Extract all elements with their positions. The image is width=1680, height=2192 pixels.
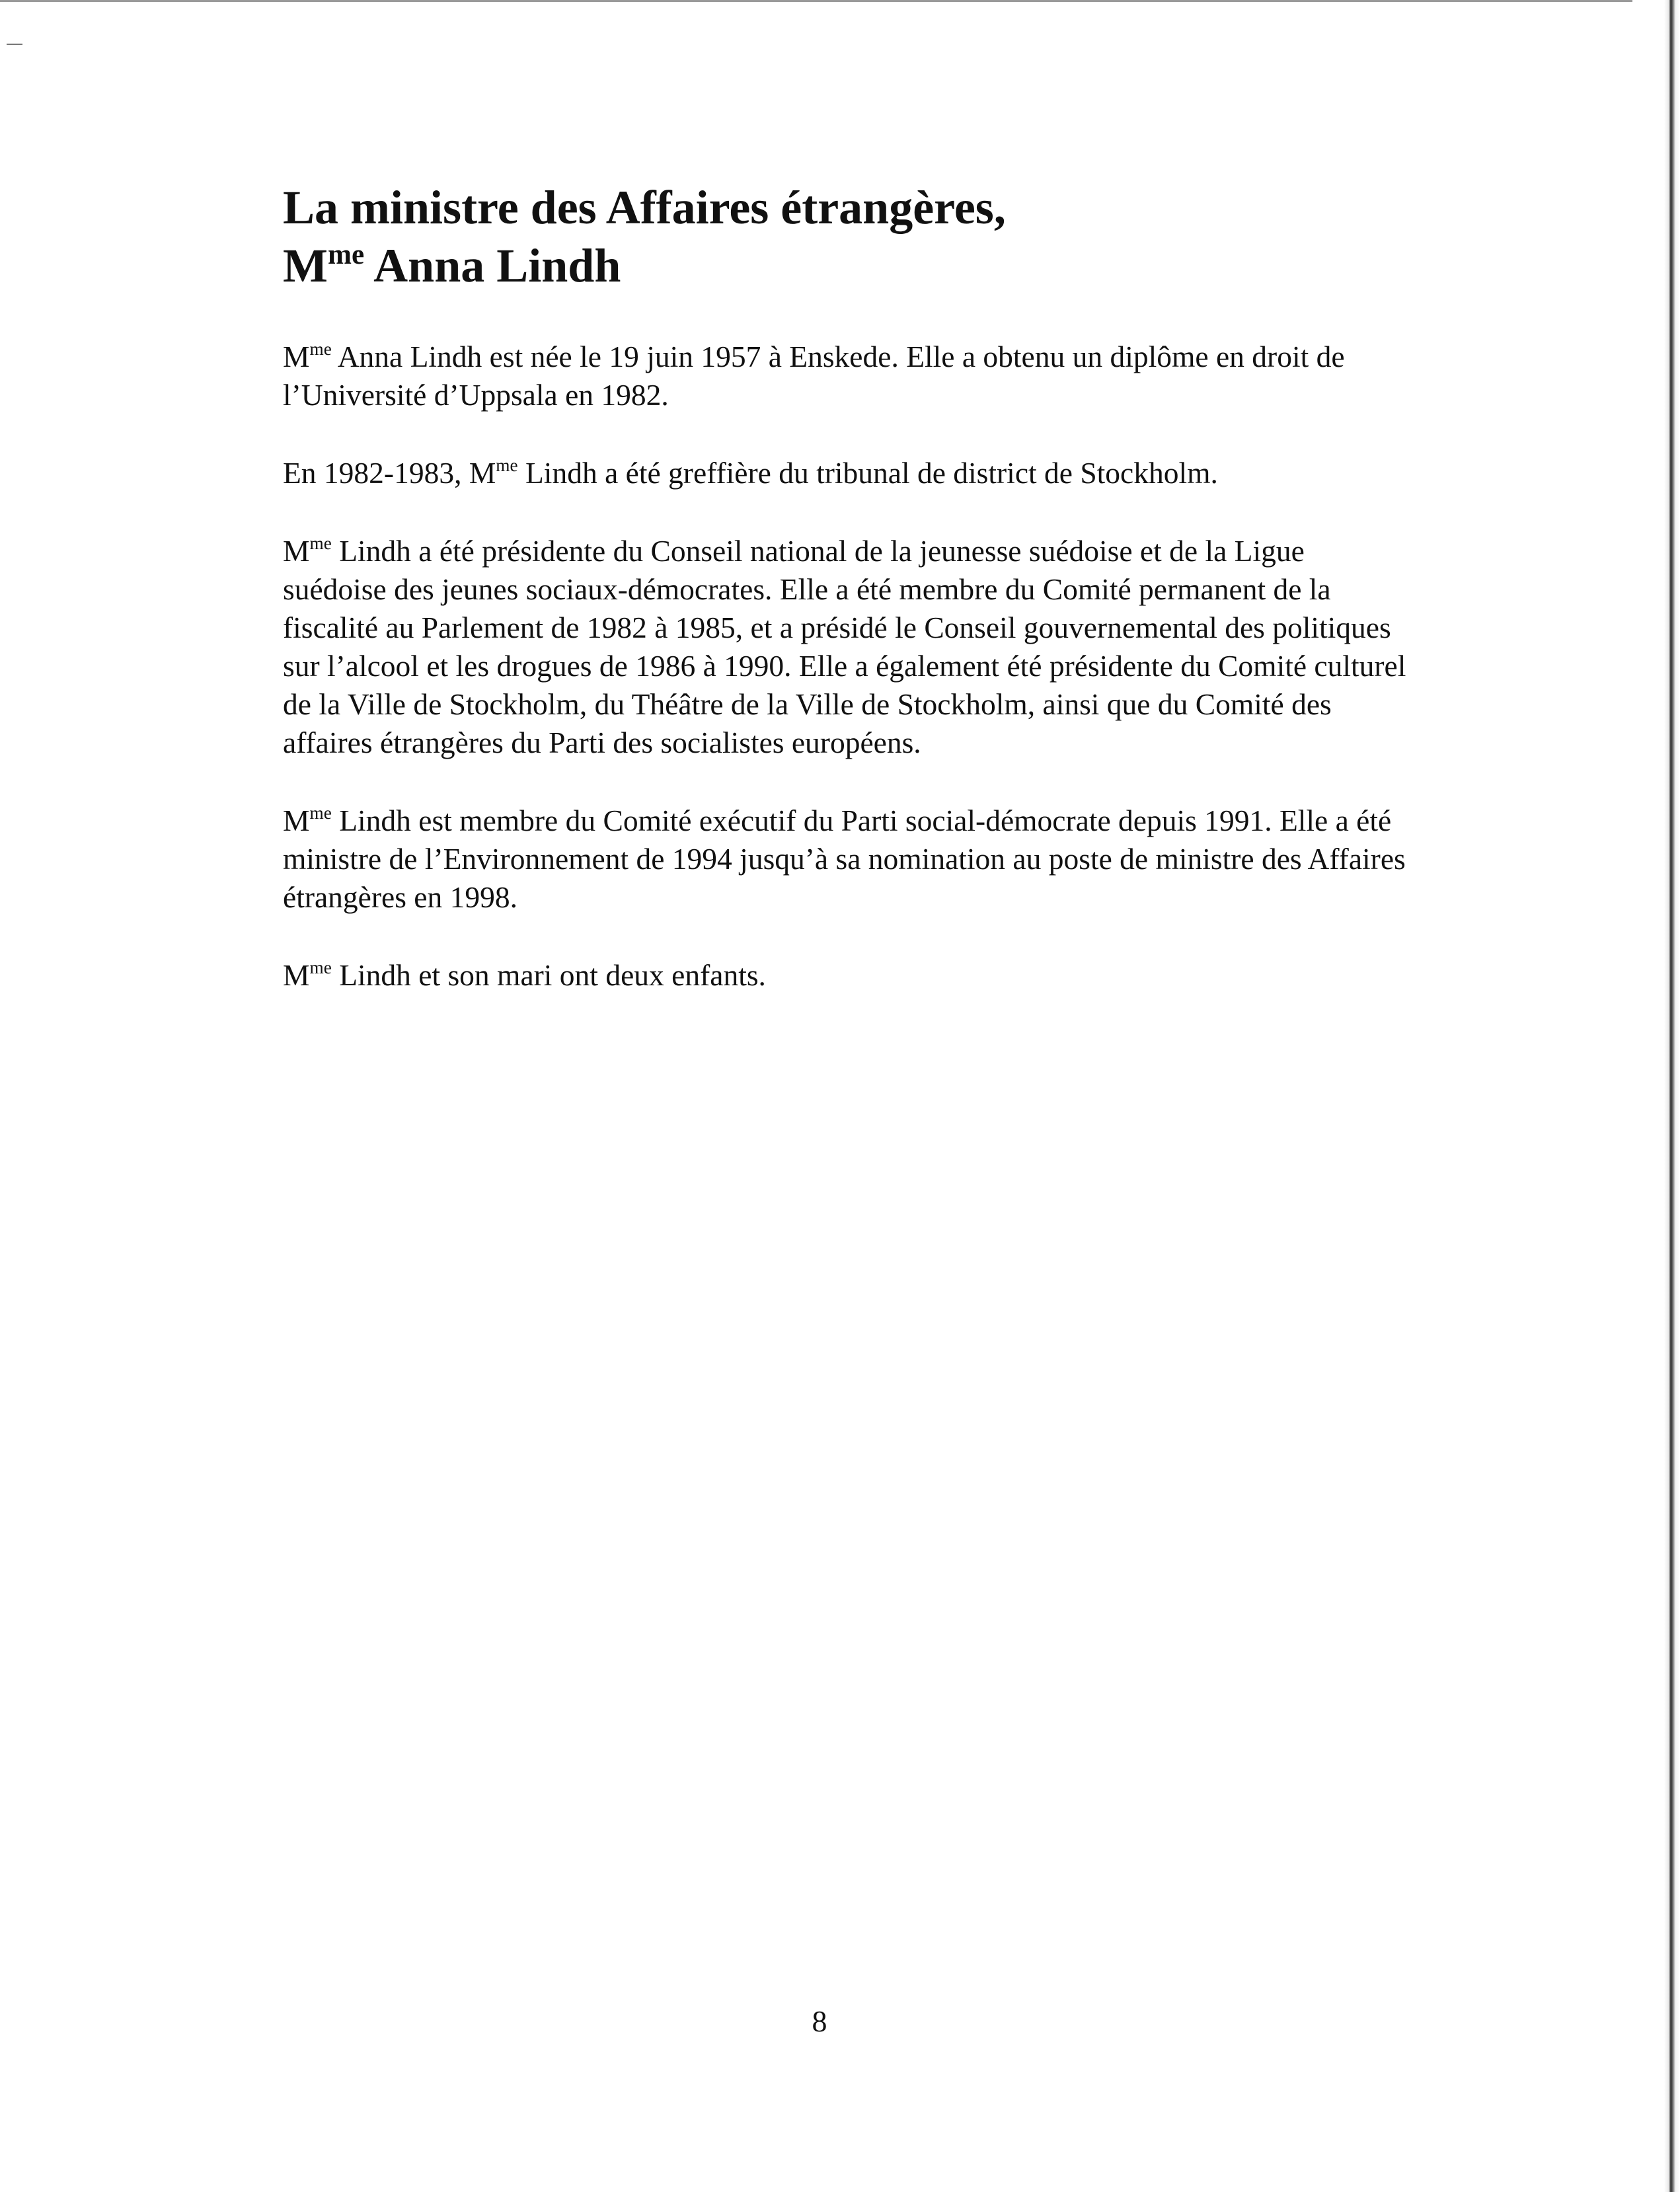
paragraph-career: $M^{me}$ Lindh a été présidente du Conseil national de la jeunesse suédoise et de la Ligue suédoise des jeunes sociaux-démocrates. Elle a été membre du Comité permanent de la fiscalité au Parlement de 1982 à 1985, et a présidé le Conseil gouvernemental des politiques sur l’alcool et les drogues de 1986 à 1990. Elle a également été présidente du Comité culturel de la Ville de Stockholm, du Théâtre de la Ville de Stockholm, ainsi que du Comité des affaires étrangères du Parti des socialistes européens. <box>283 533 1406 759</box>
scan-top-edge <box>0 0 1632 2</box>
paragraph-clerk: En 1982-1983, $M^{me}$ Lindh a été greffière du tribunal de district de Stockholm. <box>283 455 1218 490</box>
scan-right-edge <box>1664 0 1680 2192</box>
scan-corner-mark <box>7 44 22 45</box>
title-line-2: $M^{me}$ Anna Lindh <box>283 239 621 292</box>
page-number: 8 <box>812 2004 827 2038</box>
page-title <box>283 178 1406 295</box>
paragraph-birth-education: $M^{me}$ Anna Lindh est née le 19 juin 1957 à Enskede. Elle a obtenu un diplôme en droit de l’Université d’Uppsala en 1982. <box>283 339 1345 412</box>
paragraph-family: $M^{me}$ Lindh et son mari ont deux enfants. <box>283 958 766 992</box>
document-body <box>283 178 1406 995</box>
title-line-1: La ministre des Affaires étrangères, <box>283 181 1006 234</box>
paragraph-ministry: $M^{me}$ Lindh est membre du Comité exécutif du Parti social-démocrate depuis 1991. Elle a été ministre de l’Environnement de 1994 jusqu’à sa nomination au poste de ministre des Affaires étrangères en 1998. <box>283 803 1406 914</box>
